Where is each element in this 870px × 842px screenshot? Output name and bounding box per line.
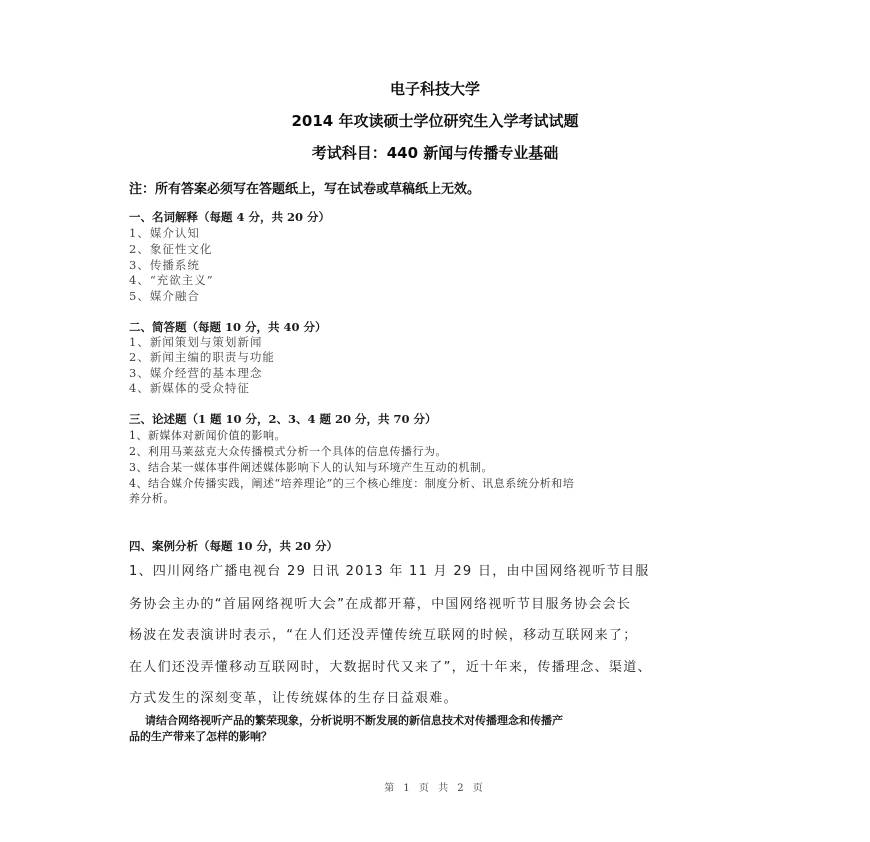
- case-text-line: 1、四川网络广播电视台 29 日讯 2013 年 11 月 29 日，由中国网络视听节目服: [129, 564, 650, 579]
- exam-subject: 考试科目：440 新闻与传播专业基础: [311, 144, 559, 162]
- question-item: 1、新闻策划与策划新闻: [129, 335, 263, 349]
- case-text-line: 杨波在发表演讲时表示，“在人们还没弄懂传统互联网的时候，移动互联网来了；: [129, 628, 638, 643]
- case-question-line: 请结合网络视听产品的繁荣现象，分析说明不断发展的新信息技术对传播理念和传播产: [145, 714, 563, 727]
- question-item: 1、新媒体对新闻价值的影响。: [129, 429, 286, 442]
- question-item: 2、利用马莱兹克大众传播模式分析一个具体的信息传播行为。: [129, 445, 447, 458]
- question-item: 4、新媒体的受众特征: [129, 381, 250, 395]
- question-item: 2、新闻主编的职责与功能: [129, 350, 275, 364]
- case-text-line: 在人们还没弄懂移动互联网时，大数据时代又来了”，近十年来，传播理念、渠道、: [129, 660, 652, 675]
- question-item: 5、媒介融合: [129, 289, 200, 303]
- exam-title: 2014 年攻读硕士学位研究生入学考试试题: [291, 112, 579, 130]
- case-question-line: 品的生产带来了怎样的影响？: [129, 730, 272, 743]
- section-heading: 一、名词解释（每题 4 分，共 20 分）: [129, 210, 331, 224]
- question-item: 3、传播系统: [129, 258, 200, 272]
- university-title: 电子科技大学: [389, 80, 480, 98]
- question-item: 1、媒介认知: [129, 226, 200, 240]
- question-item: 3、结合某一媒体事件阐述媒体影响下人的认知与环境产生互动的机制。: [129, 461, 493, 474]
- section-heading: 三、论述题（1 题 10 分，2、3、4 题 20 分，共 70 分）: [129, 412, 437, 426]
- case-text-line: 务协会主办的“首届网络视听大会”在成都开幕，中国网络视听节目服务协会会长: [129, 597, 632, 612]
- question-item: 4、结合媒介传播实践，阐述“培养理论”的三个核心维度：制度分析、讯息系统分析和培: [129, 477, 575, 490]
- case-text-line: 方式发生的深刻变革，让传统媒体的生存日益艰难。: [129, 691, 458, 706]
- section-heading: 四、案例分析（每题 10 分，共 20 分）: [129, 539, 339, 553]
- question-item-continuation: 养分析。: [129, 492, 175, 505]
- section-heading: 二、简答题（每题 10 分，共 40 分）: [129, 320, 327, 334]
- question-item: 4、“充欲主义”: [129, 273, 214, 287]
- question-item: 3、媒介经营的基本理念: [129, 366, 263, 380]
- question-item: 2、象征性文化: [129, 242, 213, 256]
- answer-note: 注：所有答案必须写在答题纸上，写在试卷或草稿纸上无效。: [129, 182, 481, 197]
- page-number: 第 1 页 共 2 页: [384, 783, 486, 794]
